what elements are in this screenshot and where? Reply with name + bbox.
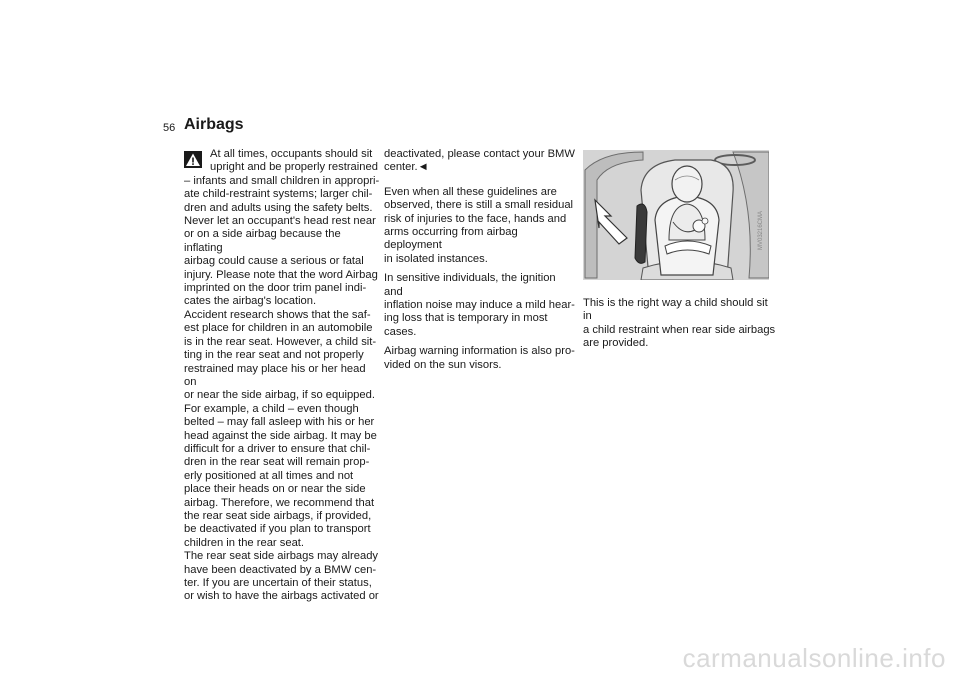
column-middle — [384, 148, 576, 378]
child-seat-illustration-svg — [583, 150, 769, 280]
figure-caption: This is the right way a child should sit in a child restraint when rear side airbags are provided. — [583, 297, 776, 350]
warning-triangle-icon — [184, 151, 202, 168]
image-reference-code: MV03216CMA — [758, 210, 764, 250]
paragraph: Airbag warning information is also pro- vided on the sun visors. — [384, 345, 575, 371]
page-title: Airbags — [184, 116, 244, 133]
warning-text: At all times, occupants should sit upright and be properly restrained — [210, 148, 378, 174]
watermark: carmanualsonline.info — [682, 643, 946, 673]
paragraph: Even when all these guidelines are observed, there is still a small residual risk of injuries to the face, hands and arms occurring from airbag deployment in isolated instances. — [384, 185, 574, 265]
paragraph: – infants and small children in appropri- ate child-restraint systems; larger chil- dren and adults using the safety belts. Never let an occupant's head rest near or on a side airbag because the inflating airbag could cause a serious or fatal injury. Please note that the word Airbag imprinted on the door trim panel indi- cates the airbag's location. — [184, 174, 380, 308]
child-seat-illustration — [583, 150, 769, 280]
paragraph: The rear seat side airbags may already have been deactivated by a BMW cen- ter. If you are uncertain of their status, or wish to have the airbags activated or — [184, 550, 379, 603]
column-right — [583, 297, 778, 357]
page-number: 56 — [163, 122, 176, 134]
paragraph: deactivated, please contact your BMW center.◄ — [384, 148, 575, 174]
column-left — [184, 148, 380, 604]
paragraph: In sensitive individuals, the ignition and inflation noise may induce a mild hear- ing loss that is temporary in most cases. — [384, 272, 575, 338]
paragraph: Accident research shows that the saf- est place for children in an automobile is in the rear seat. However, a child sit- ting in the rear seat and not properly restrained may place his or her head on or near the side airbag, if so equipped. For example, a child – even though belted – may fall asleep with his or her head against the side airbag. It may be difficult for a driver to ensure that chil- dren in the rear seat will remain prop- erly positioned at all times and not place their heads on or near the side airbag. Therefore, we recommend that the rear seat side airbags, if provided, be deactivated if you plan to transport children in the rear seat. — [184, 308, 377, 549]
